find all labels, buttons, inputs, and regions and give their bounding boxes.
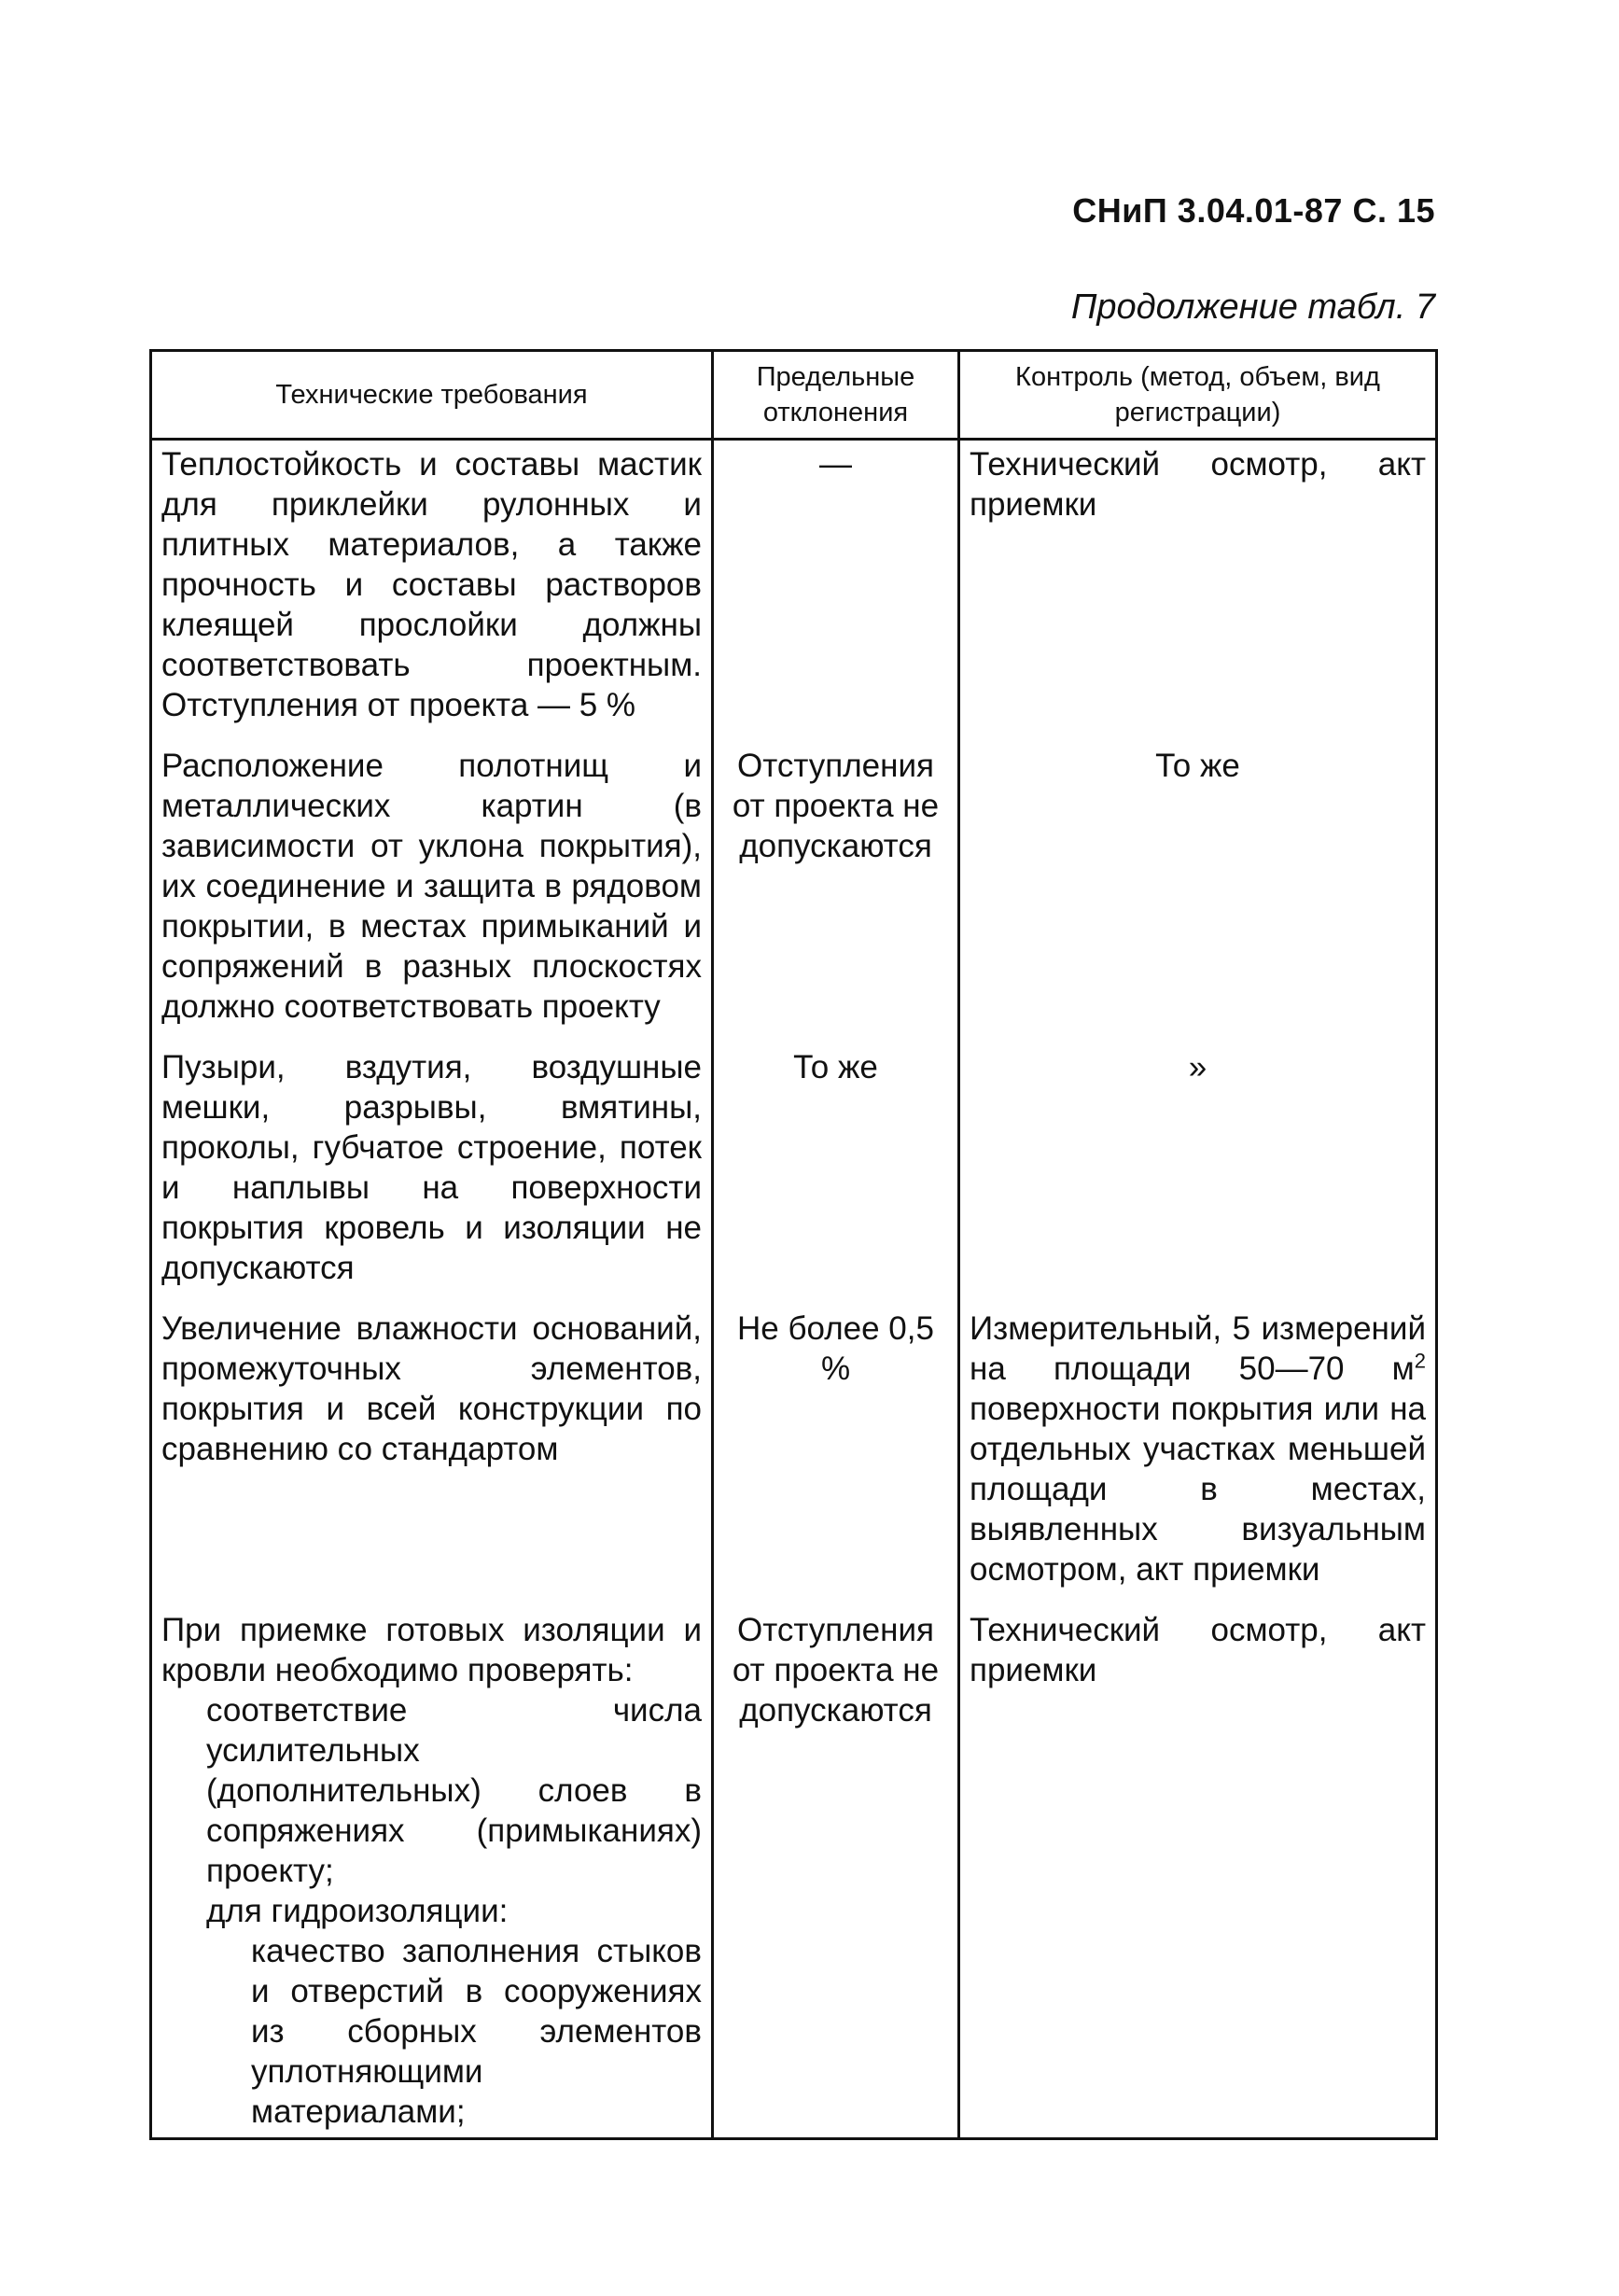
table-row [151, 1047, 1437, 1309]
table-row [151, 1309, 1437, 1610]
control-cell: Технический осмотр, акт приемки [959, 440, 1437, 747]
column-header-control: Контроль (метод, объем, вид регистрации) [959, 351, 1437, 440]
deviation-cell: Отступления от проекта не допускаются [713, 1610, 959, 2139]
requirement-list-subitem: качество заполнения стыков и отверстий в сооружениях из сборных элементов уплотняющими материалами; [251, 1933, 702, 2130]
requirement-cell: Теплостойкость и составы мастик для приклейки рулонных и плитных материалов, а также прочность и составы растворов клеящей прослойки должны соответствовать проектным. Отступления от проекта — 5 % [151, 440, 713, 747]
control-text-main: Измерительный, 5 измерений на площади 50—70 м [970, 1310, 1426, 1387]
deviation-cell: — [713, 440, 959, 747]
requirements-table [149, 349, 1438, 2140]
requirement-cell [151, 1610, 713, 2139]
control-cell: » [959, 1047, 1437, 1309]
requirement-cell: Пузыри, вздутия, воздушные мешки, разрывы, вмятины, проколы, губчатое строение, потек и наплывы на поверхности покрытия кровель и изоляции не допускаются [151, 1047, 713, 1309]
requirement-cell: Расположение полотнищ и металлических картин (в зависимости от уклона покрытия), их соединение и защита в рядовом покрытии, в местах примыканий и сопряжений в разных плоскостях должно соответствовать проекту [151, 746, 713, 1047]
column-header-deviations: Предельные отклонения [713, 351, 959, 440]
table-header-row [151, 351, 1437, 440]
deviation-cell: Не более 0,5 % [713, 1309, 959, 1610]
table-row [151, 440, 1437, 747]
table-row [151, 1610, 1437, 2139]
requirement-list-item: для гидроизоляции: [206, 1893, 509, 1929]
requirement-intro: При приемке готовых изоляции и кровли необходимо проверять: [161, 1612, 702, 1688]
deviation-cell: То же [713, 1047, 959, 1309]
deviation-cell: Отступления от проекта не допускаются [713, 746, 959, 1047]
requirement-list-item: соответствие числа усилительных (дополнительных) слоев в сопряжениях (примыканиях) проекту; [206, 1692, 702, 1889]
control-cell: Технический осмотр, акт приемки [959, 1610, 1437, 2139]
control-cell: То же [959, 746, 1437, 1047]
control-text-rest: поверхности покрытия или на отдельных участках меньшей площади в местах, выявленных визуальным осмотром, акт приемки [970, 1391, 1426, 1588]
table-continuation-caption: Продолжение табл. 7 [1070, 287, 1435, 327]
control-cell [959, 1309, 1437, 1610]
control-text-superscript: 2 [1414, 1349, 1426, 1373]
requirement-cell: Увеличение влажности оснований, промежуточных элементов, покрытия и всей конструкции по сравнению со стандартом [151, 1309, 713, 1610]
page-header-doc-ref: СНиП 3.04.01-87 С. 15 [1072, 191, 1435, 230]
column-header-requirements: Технические требования [151, 351, 713, 440]
table-row [151, 746, 1437, 1047]
